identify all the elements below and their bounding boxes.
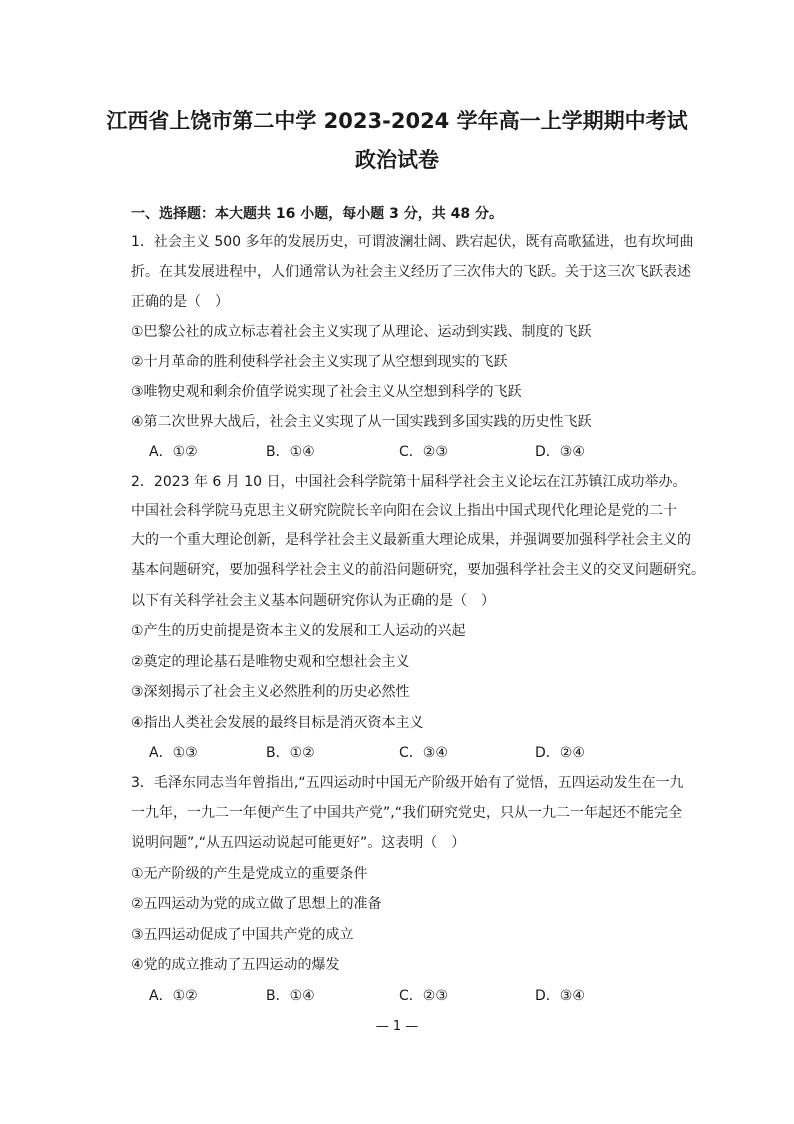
document-title: 江西省上饶市第二中学 2023-2024 学年高一上学期期中考试 (106, 109, 688, 133)
question-2-option-d: D．②④ (535, 745, 585, 761)
question-3-statement-4: ④党的成立推动了五四运动的爆发 (131, 957, 340, 973)
question-1-option-a: A．①② (149, 444, 198, 460)
question-2-stem-line-1: 2．2023 年 6 月 10 日，中国社会科学院第十届科学社会主义论坛在江苏镇江成功举办。 (131, 474, 687, 490)
page-number: — 1 — (375, 1019, 419, 1034)
section-heading: 一、选择题：本大题共 16 小题，每小题 3 分，共 48 分。 (131, 206, 503, 222)
question-2-statement-4: ④指出人类社会发展的最终目标是消灭资本主义 (131, 715, 424, 731)
question-3-stem-line-3: 说明问题”,“从五四运动说起可能更好”。这表明（ ） (131, 835, 466, 851)
question-1-stem-line-3: 正确的是（ ） (131, 294, 229, 310)
question-2-statement-1: ①产生的历史前提是资本主义的发展和工人运动的兴起 (131, 623, 466, 639)
question-1-stem-line-1: 1．社会主义 500 多年的发展历史，可谓波澜壮阔、跌宕起伏，既有高歌猛进，也有坎坷曲 (131, 234, 694, 250)
question-2-stem-line-2: 中国社会科学院马克思主义研究院院长辛向阳在会议上指出中国式现代化理论是党的二十 (131, 503, 677, 519)
question-1-statement-2: ②十月革命的胜利使科学社会主义实现了从空想到现实的飞跃 (131, 354, 508, 370)
question-1-option-b: B．①④ (266, 444, 315, 460)
question-3-option-d: D．③④ (535, 988, 585, 1004)
document-subtitle: 政治试卷 (355, 148, 439, 172)
question-2-statement-3: ③深刻揭示了社会主义必然胜利的历史必然性 (131, 684, 410, 700)
question-3-statement-2: ②五四运动为党的成立做了思想上的准备 (131, 896, 382, 912)
question-2-option-b: B．①② (266, 745, 315, 761)
question-2-option-c: C．③④ (399, 745, 448, 761)
question-1-option-c: C．②③ (399, 444, 448, 460)
question-2-option-a: A．①③ (149, 745, 198, 761)
question-2-stem-line-3: 大的一个重大理论创新，是科学社会主义最新重大理论成果，并强调要加强科学社会主义的 (131, 532, 691, 548)
question-2-stem-line-4: 基本问题研究，要加强科学社会主义的前沿问题研究，要加强科学社会主义的交叉问题研究。 (131, 562, 705, 578)
question-1-statement-4: ④第二次世界大战后，社会主义实现了从一国实践到多国实践的历史性飞跃 (131, 414, 592, 430)
question-3-option-b: B．①④ (266, 988, 315, 1004)
question-1-statement-3: ③唯物史观和剩余价值学说实现了社会主义从空想到科学的飞跃 (131, 384, 522, 400)
question-1-stem-line-2: 折。在其发展进程中，人们通常认为社会主义经历了三次伟大的飞跃。关于这三次飞跃表述 (131, 264, 691, 280)
question-3-stem-line-1: 3．毛泽东同志当年曾指出,“五四运动时中国无产阶级开始有了觉悟，五四运动发生在一九 (131, 775, 684, 791)
question-1-statement-1: ①巴黎公社的成立标志着社会主义实现了从理论、运动到实践、制度的飞跃 (131, 324, 592, 340)
question-2-statement-2: ②奠定的理论基石是唯物史观和空想社会主义 (131, 654, 410, 670)
question-3-option-a: A．①② (149, 988, 198, 1004)
question-2-stem-line-5: 以下有关科学社会主义基本问题研究你认为正确的是（ ） (131, 593, 495, 609)
question-3-statement-1: ①无产阶级的产生是党成立的重要条件 (131, 866, 368, 882)
question-3-stem-line-2: 一九年，一九二一年便产生了中国共产党”,“我们研究党史，只从一九二一年起还不能完全 (131, 805, 682, 821)
question-1-option-d: D．③④ (535, 444, 585, 460)
question-3-statement-3: ③五四运动促成了中国共产党的成立 (131, 927, 354, 943)
question-3-option-c: C．②③ (399, 988, 448, 1004)
